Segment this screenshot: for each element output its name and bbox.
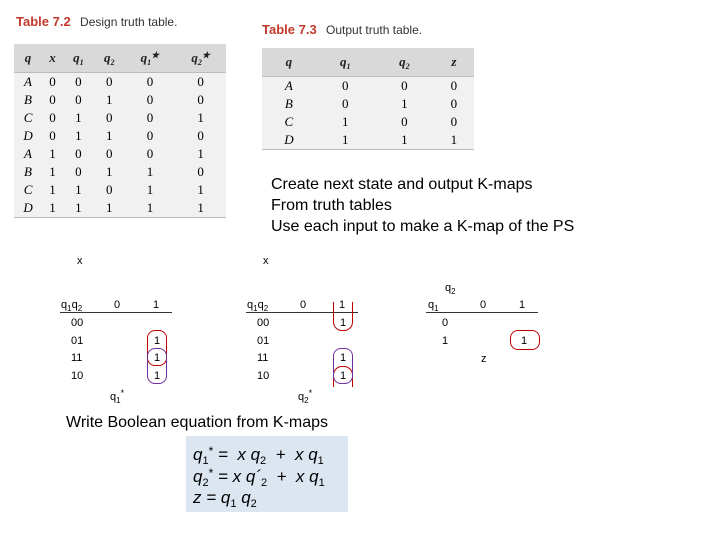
kmap2-row-var: $q_1q_2$ (247, 299, 269, 313)
kmap1-cell-11-x1: 1 (154, 352, 161, 364)
kmap1-row-1: 01 (71, 335, 84, 347)
output-table-header-0: q (262, 48, 316, 77)
table-cell: 0 (63, 163, 94, 181)
table-cell: 0 (94, 109, 125, 127)
equation-z: $z = q_1$ $q_2$ (193, 488, 257, 510)
table-row (14, 181, 226, 199)
table-cell: 0 (434, 77, 474, 96)
table-cell: 0 (125, 73, 176, 92)
note-line-1: Create next state and output K-maps (271, 176, 533, 193)
table-cell: 0 (94, 73, 125, 92)
table-cell: 0 (375, 77, 434, 96)
table-7-2-caption (16, 14, 177, 29)
design-table-header-1: x (42, 44, 63, 73)
table-row (262, 77, 474, 96)
table-cell: 1 (42, 199, 63, 218)
table-cell: D (14, 199, 42, 218)
table-cell: 1 (94, 199, 125, 218)
table-row (262, 131, 474, 150)
table-cell: 1 (316, 113, 375, 131)
table-cell: 0 (175, 91, 226, 109)
kmap2-row-3: 10 (257, 370, 270, 382)
kmap2-label: $q_2^*$ (298, 388, 313, 405)
table-row (14, 199, 226, 218)
kmap1-row-3: 10 (71, 370, 84, 382)
table-cell: C (14, 181, 42, 199)
kmap2-group-purple (333, 348, 353, 384)
table-cell: 0 (42, 109, 63, 127)
table-cell: 0 (434, 113, 474, 131)
design-truth-table (14, 44, 226, 218)
output-truth-table (262, 48, 474, 150)
table-7-3-caption (262, 22, 422, 37)
table-cell: 0 (42, 127, 63, 145)
kmap3-col-1: 1 (519, 299, 526, 311)
table-cell: D (262, 131, 316, 150)
table-cell: 1 (42, 145, 63, 163)
output-table-header-2: $q_2$ (375, 48, 434, 77)
table-7-3-number: Table 7.3 (262, 22, 317, 37)
table-row (14, 91, 226, 109)
table-cell: 0 (316, 77, 375, 96)
kmap2-col-1: 1 (339, 299, 346, 311)
kmap2-cell-10-x1: 1 (340, 370, 347, 382)
table-cell: 0 (94, 145, 125, 163)
design-table-header-4: $q_1^★$ (125, 44, 176, 73)
table-cell: 1 (125, 199, 176, 218)
table-cell: 1 (125, 163, 176, 181)
table-row (14, 109, 226, 127)
table-row (262, 113, 474, 131)
table-cell: 1 (125, 181, 176, 199)
kmap3-divider (426, 312, 538, 313)
table-cell: 0 (63, 91, 94, 109)
table-row (14, 145, 226, 163)
table-cell: 0 (175, 163, 226, 181)
table-cell: B (262, 95, 316, 113)
kmap1-row-var: $q_1q_2$ (61, 299, 83, 313)
table-cell: C (262, 113, 316, 131)
table-cell: A (14, 145, 42, 163)
note-line-3: Use each input to make a K-map of the PS (271, 218, 575, 235)
table-cell: 0 (42, 91, 63, 109)
table-cell: 1 (316, 131, 375, 150)
output-table-header-1: $q_1$ (316, 48, 375, 77)
kmap1-row-2: 11 (71, 352, 83, 364)
kmap2-cell-11-x1: 1 (340, 352, 347, 364)
note-line-2: From truth tables (271, 197, 392, 214)
table-cell: 0 (316, 95, 375, 113)
kmap3-row-0: 0 (442, 317, 449, 329)
table-cell: 0 (175, 127, 226, 145)
table-cell: 1 (42, 163, 63, 181)
kmap3-group-red (510, 330, 540, 350)
kmap3-col-var: $q_2$ (445, 282, 456, 296)
kmap1-row-0: 00 (71, 317, 84, 329)
table-cell: A (262, 77, 316, 96)
table-cell: 1 (175, 181, 226, 199)
table-cell: 1 (94, 127, 125, 145)
table-cell: 1 (63, 181, 94, 199)
kmap1-group-purple (147, 348, 167, 384)
table-cell: 1 (63, 127, 94, 145)
table-cell: 0 (94, 181, 125, 199)
equation-q2-next: $q_2^* = x$ $q´_2 + x$ $q_1$ (193, 466, 325, 489)
kmap3-col-0: 0 (480, 299, 487, 311)
kmap3-label: z (481, 353, 487, 365)
table-7-2-title: Design truth table. (80, 15, 178, 29)
table-row (14, 127, 226, 145)
kmap1-col-1: 1 (153, 299, 160, 311)
kmap2-group-red-top (333, 302, 353, 331)
kmap1-cell-10-x1: 1 (154, 370, 161, 382)
kmap3-cell-1-1: 1 (521, 335, 528, 347)
table-cell: 1 (175, 199, 226, 218)
kmap2-cell-00-x1: 1 (340, 317, 347, 329)
table-cell: B (14, 163, 42, 181)
equations-heading: Write Boolean equation from K-maps (66, 414, 329, 431)
table-cell: 0 (175, 73, 226, 92)
table-cell: 1 (434, 131, 474, 150)
table-7-2-number: Table 7.2 (16, 14, 71, 29)
kmap2-row-2: 11 (257, 352, 269, 364)
table-cell: A (14, 73, 42, 92)
table-row (14, 73, 226, 92)
kmap2-col-var: x (263, 255, 269, 267)
table-cell: D (14, 127, 42, 145)
table-row (262, 95, 474, 113)
table-cell: 1 (63, 199, 94, 218)
table-cell: B (14, 91, 42, 109)
kmap2-row-0: 00 (257, 317, 270, 329)
kmap2-col-0: 0 (300, 299, 307, 311)
kmap1-col-0: 0 (114, 299, 121, 311)
table-7-3-title: Output truth table. (326, 23, 423, 37)
table-cell: 1 (375, 131, 434, 150)
table-cell: 1 (375, 95, 434, 113)
kmap1-cell-01-x1: 1 (154, 335, 161, 347)
kmap1-label: $q_1^*$ (110, 388, 125, 405)
design-table-header-2: $q_1$ (63, 44, 94, 73)
table-cell: 1 (63, 109, 94, 127)
output-table-header-3: z (434, 48, 474, 77)
table-cell: 0 (434, 95, 474, 113)
table-cell: 1 (175, 109, 226, 127)
table-cell: 0 (125, 145, 176, 163)
kmap3-row-var: $q_1$ (428, 299, 439, 313)
kmap3-row-1: 1 (442, 335, 449, 347)
table-cell: 0 (125, 127, 176, 145)
design-table-header-3: $q_2$ (94, 44, 125, 73)
table-cell: 0 (42, 73, 63, 92)
table-cell: 0 (375, 113, 434, 131)
table-cell: C (14, 109, 42, 127)
table-cell: 0 (125, 91, 176, 109)
table-cell: 1 (94, 163, 125, 181)
design-table-header-0: q (14, 44, 42, 73)
table-cell: 0 (63, 145, 94, 163)
equation-q1-next: $q_1^* = x$ $q_2 + x$ $q_1$ (193, 444, 324, 467)
table-cell: 1 (42, 181, 63, 199)
design-table-header-5: $q_2^★$ (175, 44, 226, 73)
table-cell: 0 (125, 109, 176, 127)
table-cell: 1 (94, 91, 125, 109)
table-cell: 1 (175, 145, 226, 163)
kmap2-row-1: 01 (257, 335, 270, 347)
table-row (14, 163, 226, 181)
table-cell: 0 (63, 73, 94, 92)
kmap1-col-var: x (77, 255, 83, 267)
